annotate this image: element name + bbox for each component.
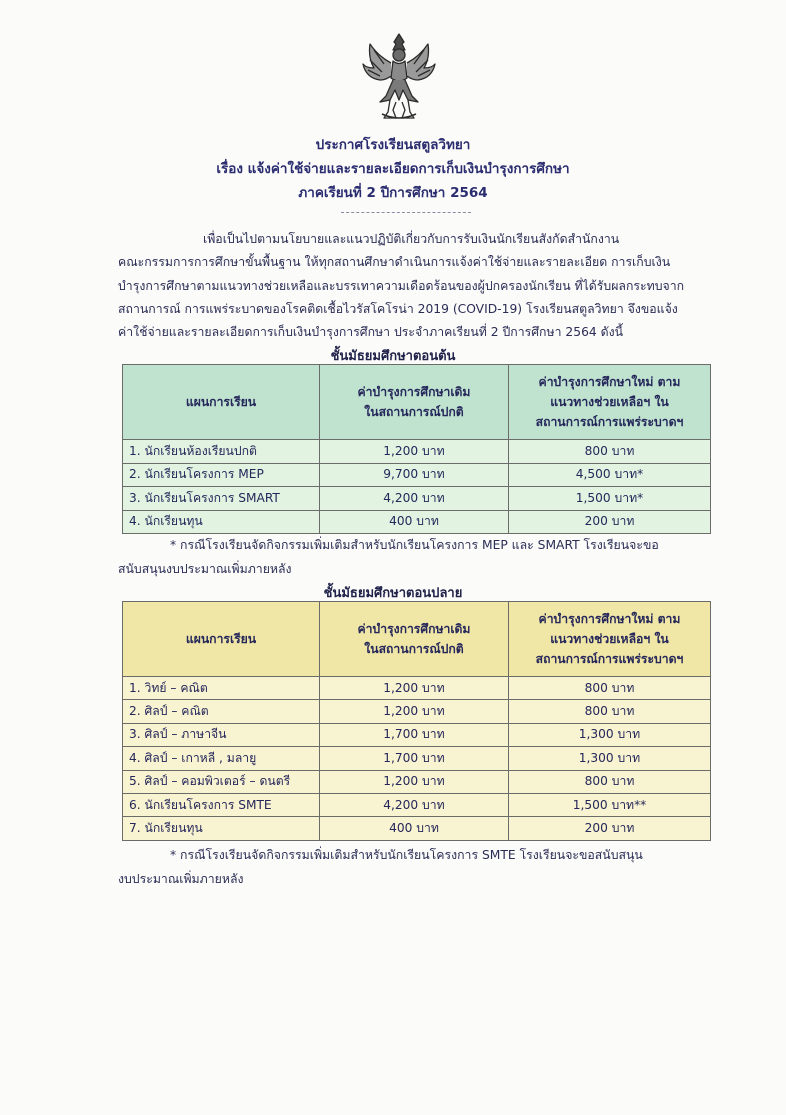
note-line: สนับสนุนงบประมาณเพิ่มภายหลัง [118,562,292,576]
new-fee-cell: 200 บาท [509,817,711,840]
new-fee-cell: 4,500 บาท* [509,463,711,487]
note-line: * กรณีโรงเรียนจัดกิจกรรมเพิ่มเติมสำหรับนักเรียนโครงการ MEP และ SMART โรงเรียนจะขอ [170,538,659,552]
new-fee-cell: 1,500 บาท** [509,793,711,816]
table-row [123,747,711,770]
old-fee-cell: 1,200 บาท [320,440,509,464]
old-fee-cell: 1,200 บาท [320,677,509,700]
plan-cell: 4. ศิลป์ – เกาหลี , มลายู [123,747,320,770]
intro-line: คณะกรรมการการศึกษาขั้นพื้นฐาน ให้ทุกสถานศึกษาดำเนินการแจ้งค่าใช้จ่ายและรายละเอียด การเก็บเงิน [118,255,671,270]
intro-line: ค่าใช้จ่ายและรายละเอียดการเก็บเงินบำรุงการศึกษา ประจำภาคเรียนที่ 2 ปีการศึกษา 2564 ดังนี้ [118,325,624,340]
new-fee-cell: 800 บาท [509,700,711,723]
plan-cell: 3. ศิลป์ – ภาษาจีน [123,723,320,746]
announcement-subject: เรื่อง แจ้งค่าใช้จ่ายและรายละเอียดการเก็บเงินบำรุงการศึกษา [216,161,570,177]
plan-cell: 1. วิทย์ – คณิต [123,677,320,700]
plan-cell: 1. นักเรียนห้องเรียนปกติ [123,440,320,464]
new-fee-cell: 800 บาท [509,440,711,464]
note-line: งบประมาณเพิ่มภายหลัง [118,872,244,886]
old-fee-cell: 1,200 บาท [320,700,509,723]
plan-cell: 2. ศิลป์ – คณิต [123,700,320,723]
old-fee-cell: 1,700 บาท [320,723,509,746]
old-fee-cell: 4,200 บาท [320,793,509,816]
table-row [123,677,711,700]
new-fee-cell: 1,500 บาท* [509,487,711,511]
lower-secondary-note [118,533,718,581]
old-fee-cell: 1,700 บาท [320,747,509,770]
table-row [123,793,711,816]
header-new-fee: ค่าบำรุงการศึกษาใหม่ ตามแนวทางช่วยเหลือฯ ในสถานการณ์การแพร่ระบาดฯ [509,365,711,440]
header-old-fee: ค่าบำรุงการศึกษาเดิม ในสถานการณ์ปกติ [320,602,509,677]
new-fee-cell: 800 บาท [509,770,711,793]
lower-secondary-caption: ชั้นมัธยมศึกษาตอนต้น [330,349,456,364]
table-row [123,700,711,723]
plan-cell: 3. นักเรียนโครงการ SMART [123,487,320,511]
plan-cell: 6. นักเรียนโครงการ SMTE [123,793,320,816]
header-plan: แผนการเรียน [123,365,320,440]
note-line: * กรณีโรงเรียนจัดกิจกรรมเพิ่มเติมสำหรับนักเรียนโครงการ SMTE โรงเรียนจะขอสนับสนุน [170,848,643,862]
table-row [123,723,711,746]
table-header-row [123,602,711,677]
intro-line: เพื่อเป็นไปตามนโยบายและแนวปฏิบัติเกี่ยวกับการรับเงินนักเรียนสังกัดสำนักงาน [203,232,620,246]
table-row [123,770,711,793]
table-row [123,817,711,840]
plan-cell: 7. นักเรียนทุน [123,817,320,840]
new-fee-cell: 1,300 บาท [509,723,711,746]
new-fee-cell: 800 บาท [509,677,711,700]
announcement-term: ภาคเรียนที่ 2 ปีการศึกษา 2564 [298,185,488,201]
table-row [123,440,711,464]
header-new-fee: ค่าบำรุงการศึกษาใหม่ ตามแนวทางช่วยเหลือฯ ในสถานการณ์การแพร่ระบาดฯ [509,602,711,677]
upper-secondary-fee-table [122,601,711,841]
plan-cell: 5. ศิลป์ – คอมพิวเตอร์ – ดนตรี [123,770,320,793]
garuda-emblem [360,30,438,122]
plan-cell: 2. นักเรียนโครงการ MEP [123,463,320,487]
plan-cell: 4. นักเรียนทุน [123,510,320,534]
intro-line: สถานการณ์ การแพร่ระบาดของโรคติดเชื้อไวรัสโคโรน่า 2019 (COVID-19) โรงเรียนสตูลวิทยา จึงขอแจ้ง [118,301,678,316]
old-fee-cell: 1,200 บาท [320,770,509,793]
header-old-fee: ค่าบำรุงการศึกษาเดิม ในสถานการณ์ปกติ [320,365,509,440]
upper-secondary-note [118,843,718,891]
intro-paragraph [118,228,718,344]
new-fee-cell: 1,300 บาท [509,747,711,770]
table-row [123,463,711,487]
table-row [123,487,711,511]
old-fee-cell: 9,700 บาท [320,463,509,487]
old-fee-cell: 4,200 บาท [320,487,509,511]
header-plan: แผนการเรียน [123,602,320,677]
intro-line: บำรุงการศึกษาตามแนวทางช่วยเหลือและบรรเทาความเดือดร้อนของผู้ปกครองนักเรียน ที่ได้รับผลกระทบจาก [118,278,685,293]
table-header-row [123,365,711,440]
old-fee-cell: 400 บาท [320,510,509,534]
new-fee-cell: 200 บาท [509,510,711,534]
upper-secondary-caption: ชั้นมัธยมศึกษาตอนปลาย [323,586,463,601]
table-row [123,510,711,534]
lower-secondary-fee-table [122,364,711,534]
header-divider [341,212,471,213]
old-fee-cell: 400 บาท [320,817,509,840]
announcement-title: ประกาศโรงเรียนสตูลวิทยา [315,137,471,153]
